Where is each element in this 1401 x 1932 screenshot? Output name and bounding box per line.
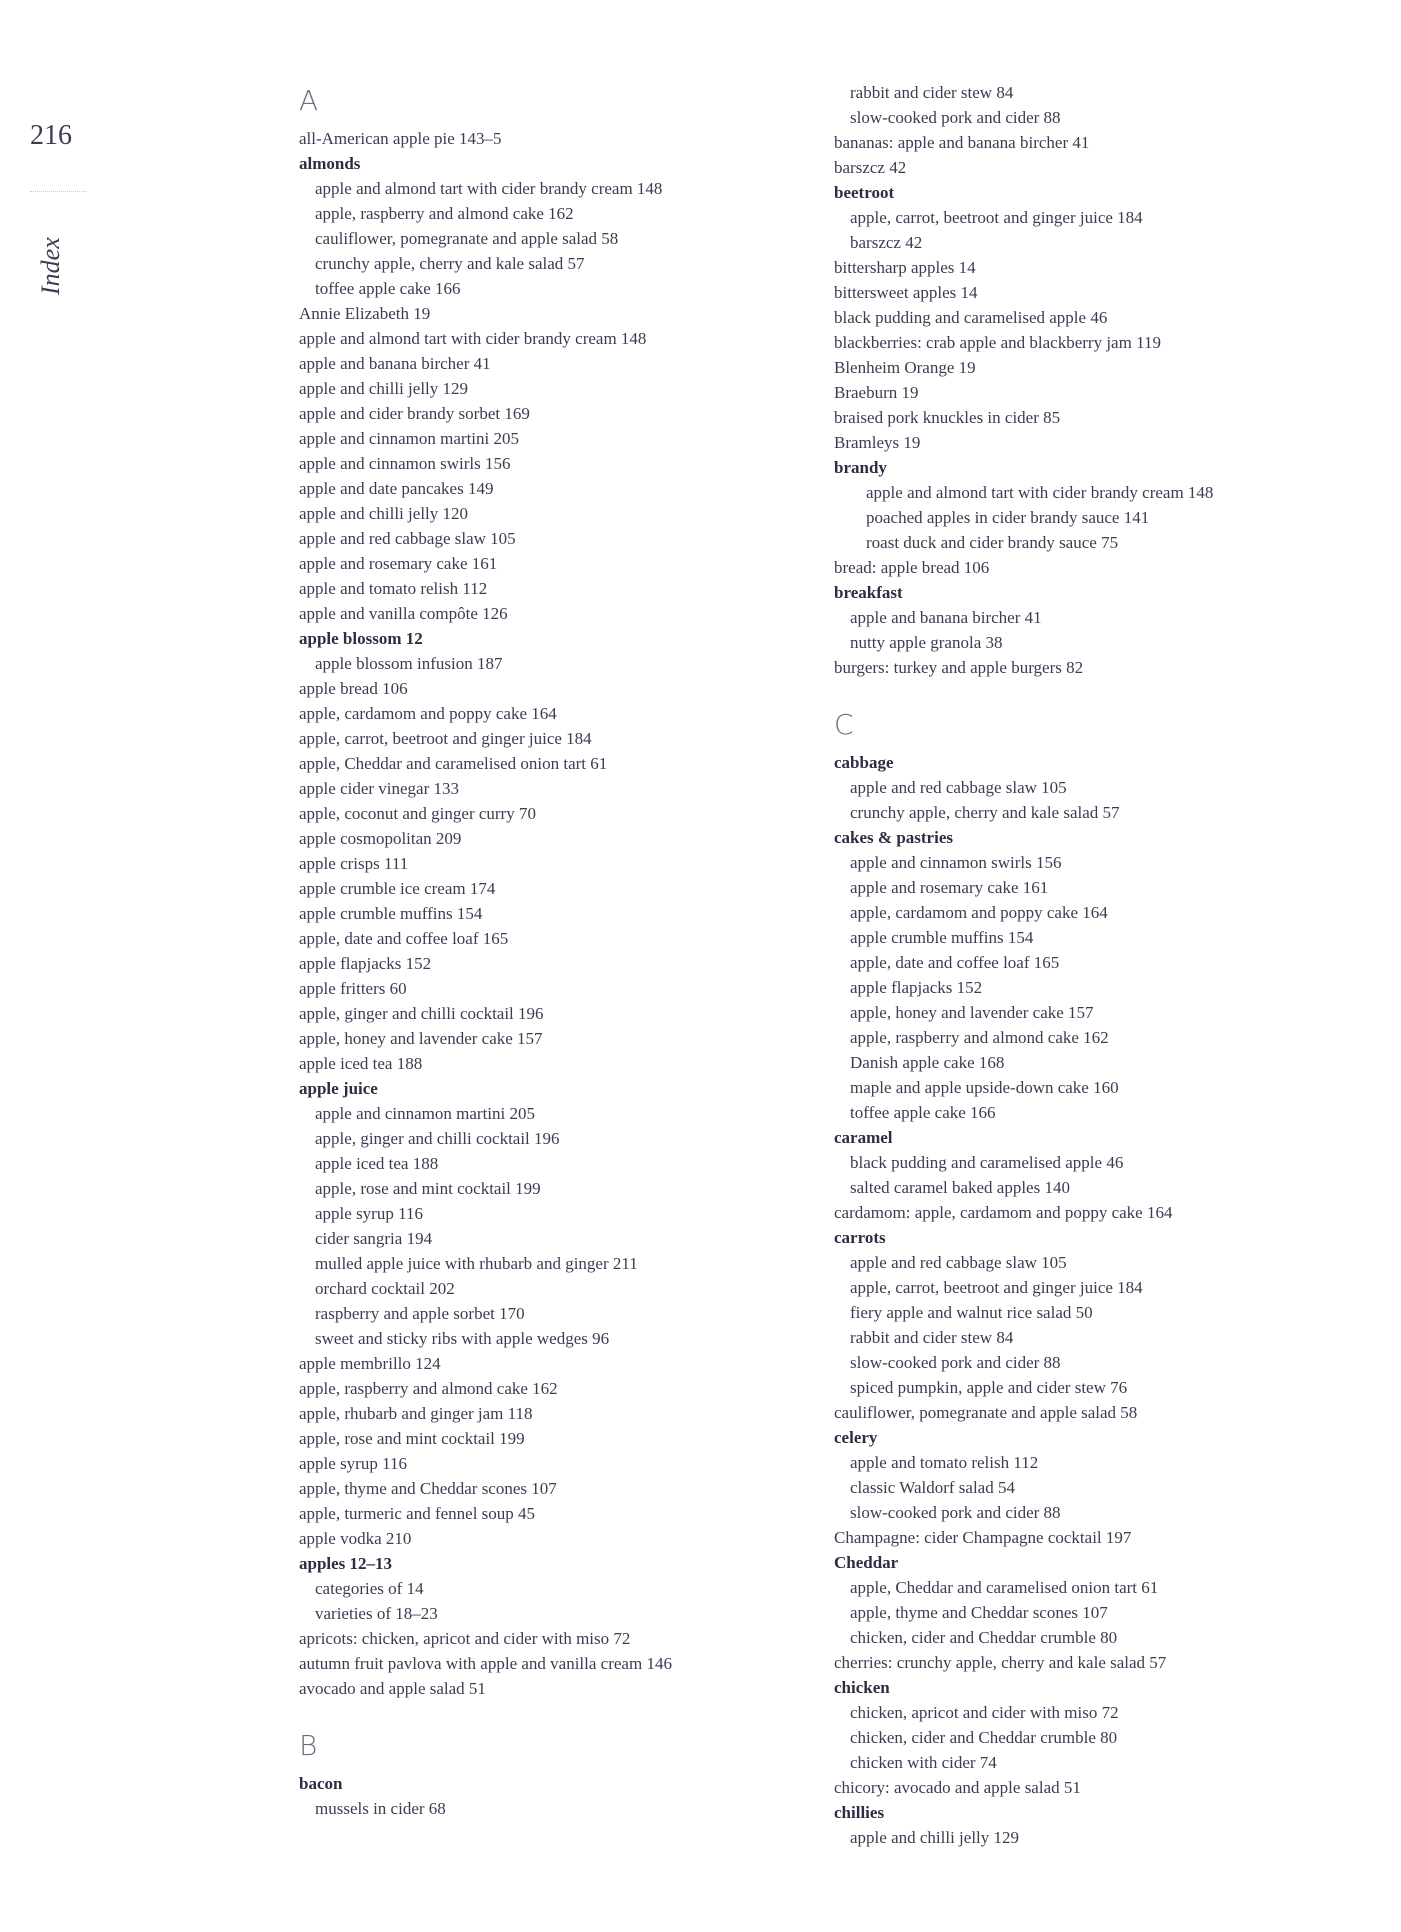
index-subentry: roast duck and cider brandy sauce 75 [866, 533, 1119, 552]
index-subentry: chicken, cider and Cheddar crumble 80 [850, 1728, 1118, 1747]
index-subentry: apple, ginger and chilli cocktail 196 [315, 1129, 560, 1148]
index-subentry: toffee apple cake 166 [315, 279, 461, 298]
index-entry: cauliflower, pomegranate and apple salad 58 [834, 1403, 1138, 1422]
index-heading: beetroot [834, 183, 895, 202]
index-entry: apple, rose and mint cocktail 199 [299, 1429, 525, 1448]
index-entry: apple, Cheddar and caramelised onion tart 61 [299, 754, 608, 773]
index-subentry: apple, Cheddar and caramelised onion tart 61 [850, 1578, 1159, 1597]
index-heading: apples 12–13 [299, 1554, 393, 1573]
index-entry: apple and tomato relish 112 [299, 579, 488, 598]
index-entry: apple and rosemary cake 161 [299, 554, 498, 573]
index-entry: apple and cider brandy sorbet 169 [299, 404, 530, 423]
index-entry: apple crisps 111 [299, 854, 409, 873]
index-entry: apple iced tea 188 [299, 1054, 423, 1073]
index-subentry: apple and red cabbage slaw 105 [850, 778, 1067, 797]
index-subentry: salted caramel baked apples 140 [850, 1178, 1070, 1197]
index-entry: apple cosmopolitan 209 [299, 829, 462, 848]
index-entry: apple, carrot, beetroot and ginger juice 184 [299, 729, 592, 748]
index-subentry: crunchy apple, cherry and kale salad 57 [315, 254, 585, 273]
index-heading: brandy [834, 458, 887, 477]
index-subentry: rabbit and cider stew 84 [850, 1328, 1014, 1347]
index-entry: apple, thyme and Cheddar scones 107 [299, 1479, 557, 1498]
index-heading: cakes & pastries [834, 828, 953, 847]
index-subentry: slow-cooked pork and cider 88 [850, 1503, 1061, 1522]
index-subentry: crunchy apple, cherry and kale salad 57 [850, 803, 1120, 822]
index-entry: bananas: apple and banana bircher 41 [834, 133, 1090, 152]
index-subentry: barszcz 42 [850, 233, 923, 252]
index-entry: apple, raspberry and almond cake 162 [299, 1379, 558, 1398]
index-entry: apple, cardamom and poppy cake 164 [299, 704, 557, 723]
index-entry: cardamom: apple, cardamom and poppy cake 164 [834, 1203, 1173, 1222]
index-entry: bittersweet apples 14 [834, 283, 978, 302]
section-letter: B [299, 1729, 318, 1762]
index-entry: Champagne: cider Champagne cocktail 197 [834, 1528, 1132, 1547]
index-subentry: slow-cooked pork and cider 88 [850, 1353, 1061, 1372]
index-subentry: apple, thyme and Cheddar scones 107 [850, 1603, 1108, 1622]
index-entry: apple, date and coffee loaf 165 [299, 929, 509, 948]
index-subentry: apple and cinnamon swirls 156 [850, 853, 1062, 872]
index-column-right [834, 80, 1364, 1850]
index-subentry: apple, date and coffee loaf 165 [850, 953, 1060, 972]
index-subentry: categories of 14 [315, 1579, 424, 1598]
index-entry: chicory: avocado and apple salad 51 [834, 1778, 1081, 1797]
index-subentry: apple blossom infusion 187 [315, 654, 503, 673]
page-number: 216 [30, 120, 72, 151]
index-entry: Annie Elizabeth 19 [299, 304, 431, 323]
index-subentry: apple and almond tart with cider brandy cream 148 [866, 483, 1214, 502]
index-entry: apple crumble muffins 154 [299, 904, 483, 923]
index-subentry: nutty apple granola 38 [850, 633, 1003, 652]
index-subentry: apple, raspberry and almond cake 162 [850, 1028, 1109, 1047]
index-subentry: poached apples in cider brandy sauce 141 [866, 508, 1150, 527]
index-heading: almonds [299, 154, 361, 173]
index-entry: apple and almond tart with cider brandy cream 148 [299, 329, 647, 348]
index-heading: celery [834, 1428, 878, 1447]
index-subentry: cauliflower, pomegranate and apple salad 58 [315, 229, 619, 248]
index-subentry: apple and rosemary cake 161 [850, 878, 1049, 897]
index-entry: apple, ginger and chilli cocktail 196 [299, 1004, 544, 1023]
index-subentry: mulled apple juice with rhubarb and ginger 211 [315, 1254, 638, 1273]
index-subentry: mussels in cider 68 [315, 1799, 446, 1818]
index-entry: barszcz 42 [834, 158, 907, 177]
index-subentry: chicken, apricot and cider with miso 72 [850, 1703, 1119, 1722]
index-subentry: cider sangria 194 [315, 1229, 433, 1248]
index-heading: chicken [834, 1678, 890, 1697]
index-subentry: raspberry and apple sorbet 170 [315, 1304, 525, 1323]
index-entry: avocado and apple salad 51 [299, 1679, 486, 1698]
index-subentry: apple and red cabbage slaw 105 [850, 1253, 1067, 1272]
running-title: Index [36, 237, 65, 295]
index-subentry: chicken with cider 74 [850, 1753, 997, 1772]
index-entry: apple and cinnamon martini 205 [299, 429, 519, 448]
index-subentry: apple and chilli jelly 129 [850, 1828, 1020, 1847]
index-subentry: apple, carrot, beetroot and ginger juice 184 [850, 1278, 1143, 1297]
index-subentry: slow-cooked pork and cider 88 [850, 108, 1061, 127]
index-entry: apple crumble ice cream 174 [299, 879, 496, 898]
index-subentry: apple and cinnamon martini 205 [315, 1104, 535, 1123]
index-subentry: apple iced tea 188 [315, 1154, 439, 1173]
index-heading: apple juice [299, 1079, 378, 1098]
index-subentry: varieties of 18–23 [315, 1604, 438, 1623]
index-entry: Blenheim Orange 19 [834, 358, 976, 377]
index-entry: autumn fruit pavlova with apple and vanilla cream 146 [299, 1654, 672, 1673]
index-entry: apple flapjacks 152 [299, 954, 432, 973]
index-subentry: fiery apple and walnut rice salad 50 [850, 1303, 1093, 1322]
index-entry: apple and cinnamon swirls 156 [299, 454, 511, 473]
page-number-rule [30, 191, 86, 192]
index-entry: apple fritters 60 [299, 979, 407, 998]
index-entry: apple membrillo 124 [299, 1354, 441, 1373]
index-entry: bread: apple bread 106 [834, 558, 990, 577]
index-entry: apple, coconut and ginger curry 70 [299, 804, 536, 823]
index-subentry: apple, raspberry and almond cake 162 [315, 204, 574, 223]
index-subentry: apple crumble muffins 154 [850, 928, 1034, 947]
index-entry: apple and chilli jelly 129 [299, 379, 469, 398]
index-heading: carrots [834, 1228, 886, 1247]
index-heading: chillies [834, 1803, 885, 1822]
index-entry: apple and red cabbage slaw 105 [299, 529, 516, 548]
index-entry: braised pork knuckles in cider 85 [834, 408, 1061, 427]
index-subentry: chicken, cider and Cheddar crumble 80 [850, 1628, 1118, 1647]
index-entry: Braeburn 19 [834, 383, 919, 402]
index-heading: bacon [299, 1774, 343, 1793]
index-heading: cabbage [834, 753, 894, 772]
index-subentry: maple and apple upside-down cake 160 [850, 1078, 1119, 1097]
index-subentry: apple, carrot, beetroot and ginger juice 184 [850, 208, 1143, 227]
index-subentry: toffee apple cake 166 [850, 1103, 996, 1122]
index-heading: caramel [834, 1128, 893, 1147]
index-entry: apple vodka 210 [299, 1529, 412, 1548]
index-entry: burgers: turkey and apple burgers 82 [834, 658, 1084, 677]
index-subentry: black pudding and caramelised apple 46 [850, 1153, 1124, 1172]
section-letter: C [834, 708, 854, 741]
section-letter: A [299, 84, 319, 117]
index-subentry: rabbit and cider stew 84 [850, 83, 1014, 102]
index-subentry: spiced pumpkin, apple and cider stew 76 [850, 1378, 1128, 1397]
index-entry: apple and vanilla compôte 126 [299, 604, 508, 623]
index-subentry: apple, cardamom and poppy cake 164 [850, 903, 1108, 922]
index-entry: bittersharp apples 14 [834, 258, 976, 277]
index-entry: apple, honey and lavender cake 157 [299, 1029, 543, 1048]
index-subentry: classic Waldorf salad 54 [850, 1478, 1015, 1497]
index-subentry: apple and tomato relish 112 [850, 1453, 1039, 1472]
index-subentry: apple and banana bircher 41 [850, 608, 1042, 627]
index-entry: apple, rhubarb and ginger jam 118 [299, 1404, 533, 1423]
index-subentry: apple syrup 116 [315, 1204, 423, 1223]
index-entry: Bramleys 19 [834, 433, 921, 452]
index-subentry: apple, rose and mint cocktail 199 [315, 1179, 541, 1198]
index-entry: apple, turmeric and fennel soup 45 [299, 1504, 536, 1523]
index-entry: apricots: chicken, apricot and cider with miso 72 [299, 1629, 631, 1648]
index-entry: apple syrup 116 [299, 1454, 407, 1473]
index-subentry: Danish apple cake 168 [850, 1053, 1005, 1072]
index-entry: cherries: crunchy apple, cherry and kale salad 57 [834, 1653, 1167, 1672]
index-subentry: apple flapjacks 152 [850, 978, 983, 997]
index-column-left [299, 80, 829, 1821]
index-entry: apple and date pancakes 149 [299, 479, 494, 498]
index-subentry: sweet and sticky ribs with apple wedges 96 [315, 1329, 610, 1348]
index-entry: black pudding and caramelised apple 46 [834, 308, 1108, 327]
index-heading: apple blossom 12 [299, 629, 423, 648]
index-subentry: apple and almond tart with cider brandy cream 148 [315, 179, 663, 198]
index-subentry: apple, honey and lavender cake 157 [850, 1003, 1094, 1022]
index-entry: apple bread 106 [299, 679, 408, 698]
index-entry: apple cider vinegar 133 [299, 779, 460, 798]
index-entry: all-American apple pie 143–5 [299, 129, 502, 148]
index-entry: apple and chilli jelly 120 [299, 504, 469, 523]
index-subentry: orchard cocktail 202 [315, 1279, 455, 1298]
index-heading: breakfast [834, 583, 903, 602]
index-heading: Cheddar [834, 1553, 899, 1572]
index-entry: blackberries: crab apple and blackberry jam 119 [834, 333, 1161, 352]
index-entry: apple and banana bircher 41 [299, 354, 491, 373]
